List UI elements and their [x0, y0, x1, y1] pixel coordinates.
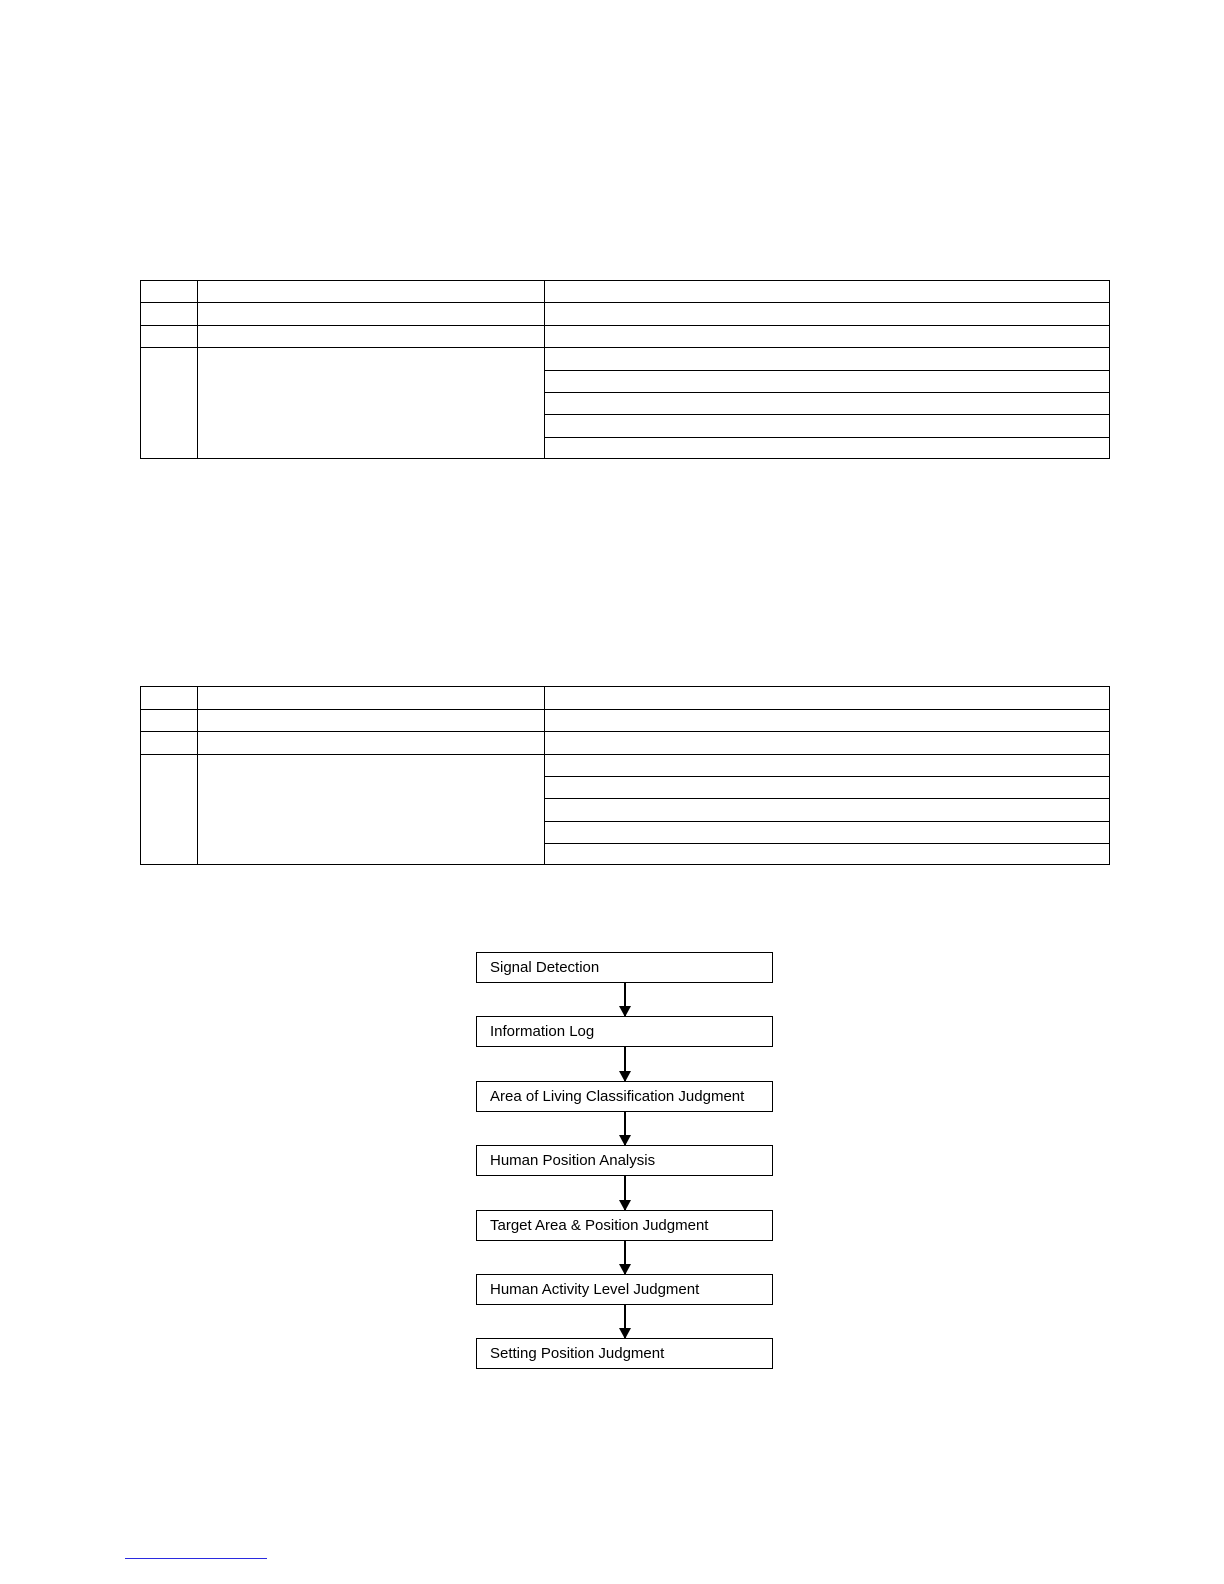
down-arrow-icon	[624, 1241, 626, 1274]
table-2-subrow-divider	[544, 776, 1109, 777]
table-1-row-divider	[141, 325, 1109, 326]
table-2-subrow-divider	[544, 843, 1109, 844]
table-1-subrow-divider	[544, 414, 1109, 415]
footnote-rule	[125, 1558, 267, 1559]
flow-step-signal-detection: Signal Detection	[476, 952, 773, 983]
down-arrow-icon	[624, 1305, 626, 1338]
down-arrow-icon	[624, 1176, 626, 1210]
flow-step-human-activity-level: Human Activity Level Judgment	[476, 1274, 773, 1305]
down-arrow-icon	[624, 983, 626, 1016]
down-arrow-icon	[624, 1047, 626, 1081]
table-1-col-divider	[197, 281, 198, 458]
flow-step-human-position-analysis: Human Position Analysis	[476, 1145, 773, 1176]
table-2	[140, 686, 1110, 865]
table-1-subrow-divider	[544, 437, 1109, 438]
table-2-row-divider	[141, 754, 1109, 755]
flow-step-target-area-position: Target Area & Position Judgment	[476, 1210, 773, 1241]
table-2-row-divider	[141, 709, 1109, 710]
process-flowchart	[476, 952, 774, 1372]
flow-step-information-log: Information Log	[476, 1016, 773, 1047]
table-2-col-divider	[197, 687, 198, 864]
table-1-row-divider	[141, 302, 1109, 303]
table-1-row-divider	[141, 347, 1109, 348]
flow-step-area-classification: Area of Living Classification Judgment	[476, 1081, 773, 1112]
table-2-subrow-divider	[544, 821, 1109, 822]
table-2-row-divider	[141, 731, 1109, 732]
flow-step-setting-position: Setting Position Judgment	[476, 1338, 773, 1369]
table-1	[140, 280, 1110, 459]
table-1-subrow-divider	[544, 370, 1109, 371]
down-arrow-icon	[624, 1112, 626, 1145]
table-2-subrow-divider	[544, 798, 1109, 799]
table-1-subrow-divider	[544, 392, 1109, 393]
